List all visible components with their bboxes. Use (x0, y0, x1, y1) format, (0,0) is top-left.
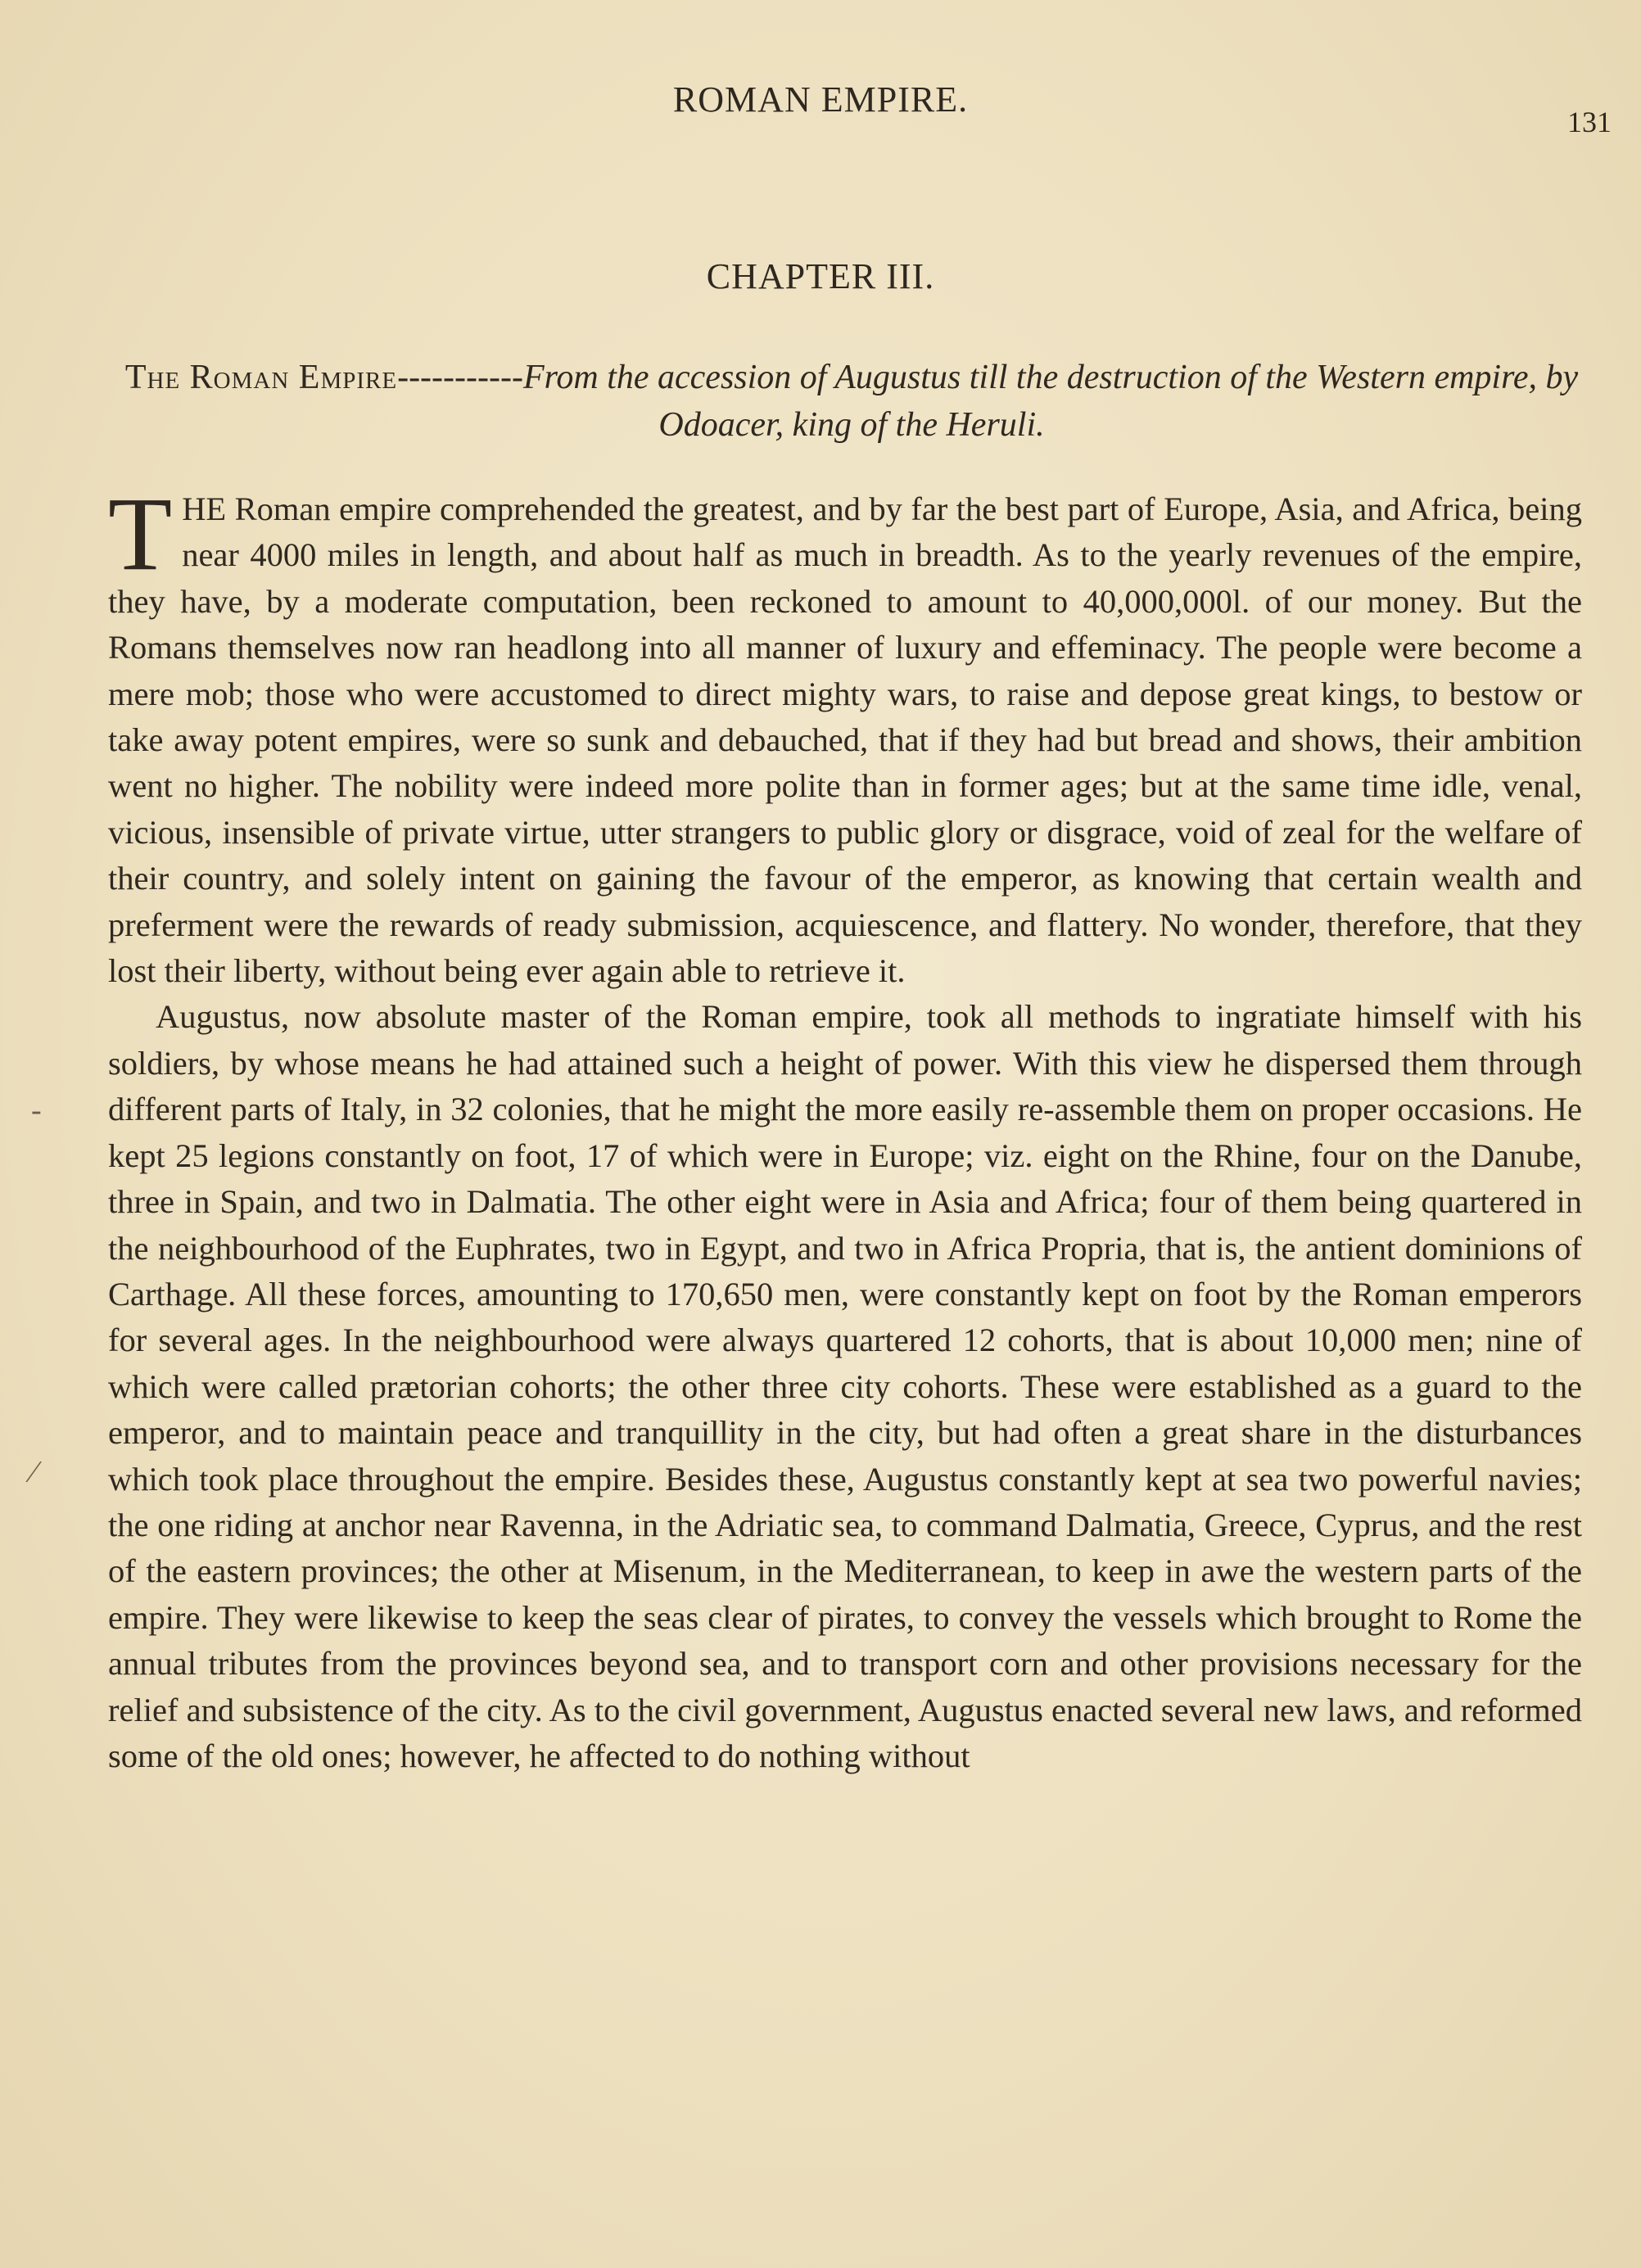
margin-mark-slash: ⁄ (31, 1455, 37, 1489)
running-head: ROMAN EMPIRE. (672, 79, 969, 120)
summary-label: The Roman Empire (124, 359, 398, 396)
paragraph-2: Augustus, now absolute master of the Roman empire, took all methods to ingratiate himself with his soldiers, by whose means he had attained such a height of power. With this view he dispersed them through different parts of Italy, in 32 colonies, that he might the more easily re-assemble them on proper occasions. He kept 25 legions constantly on foot, 17 of which were in Europe; viz. eight on the Rhine, four on the Danube, three in Spain, and two in Dalmatia. The other eight were in Asia and Africa; four of them being quartered in the neighbourhood of the Euphrates, two in Egypt, and two in Africa Propria, that is, the antient dominions of Carthage. All these forces, amounting to 170,650 men, were constantly kept on foot by the Roman emperors for several ages. In the neighbourhood were always quartered 12 cohorts, that is about 10,000 men; nine of which were called prætorian cohorts; the other three city cohorts. These were established as a guard to the emperor, and to maintain peace and tranquillity in the city, but had often a great share in the disturbances which took place throughout the empire. Besides these, Augustus constantly kept at sea two powerful navies; the one riding at anchor near Ravenna, in the Adriatic sea, to command Dalmatia, Greece, Cyprus, and the rest of the eastern provinces; the other at Misenum, in the Mediterranean, to keep in awe the western parts of the empire. They were likewise to keep the seas clear of pirates, to convey the vessels which brought to Rome the annual tributes from the provinces beyond sea, and to transport corn and other provisions necessary for the relief and subsistence of the city. As to the civil government, Augustus enacted several new laws, and reformed some of the old ones; however, he affected to do nothing without (108, 998, 1582, 1774)
summary-text: From the accession of Augustus till the destruction of the Western empire, by Odoacer, king of the Heruli. (522, 359, 1579, 444)
page-number: 131 (1567, 106, 1612, 138)
margin-mark-dash: - (31, 1093, 42, 1127)
chapter-summary (115, 354, 1589, 449)
chapter-title: CHAPTER III. (706, 256, 935, 296)
summary-rule: ----------- (397, 359, 523, 396)
paragraph-1: THE Roman empire comprehended the greatest, and by far the best part of Europe, Asia, and Africa, being near 4000 miles in length, and about half as much in breadth. As to the yearly revenues of the empire, they have, by a moderate computation, been reckoned to amount to 40,000,000l. of our money. But the Romans themselves now ran headlong into all manner of luxury and effeminacy. The people were become a mere mob; those who were accustomed to direct mighty wars, to raise and depose great kings, to bestow or take away potent empires, were so sunk and debauched, that if they had but bread and shows, their ambition went no higher. The nobility were indeed more polite than in former ages; but at the same time idle, venal, vicious, insensible of private virtue, utter strangers to public glory or disgrace, void of zeal for the welfare of their country, and solely intent on gaining the favour of the emperor, as knowing that certain wealth and preferment were the rewards of ready submission, acquiescence, and flattery. No wonder, therefore, that they lost their liberty, without being ever again able to retrieve it. (108, 476, 1582, 990)
body-text (108, 476, 1582, 1779)
